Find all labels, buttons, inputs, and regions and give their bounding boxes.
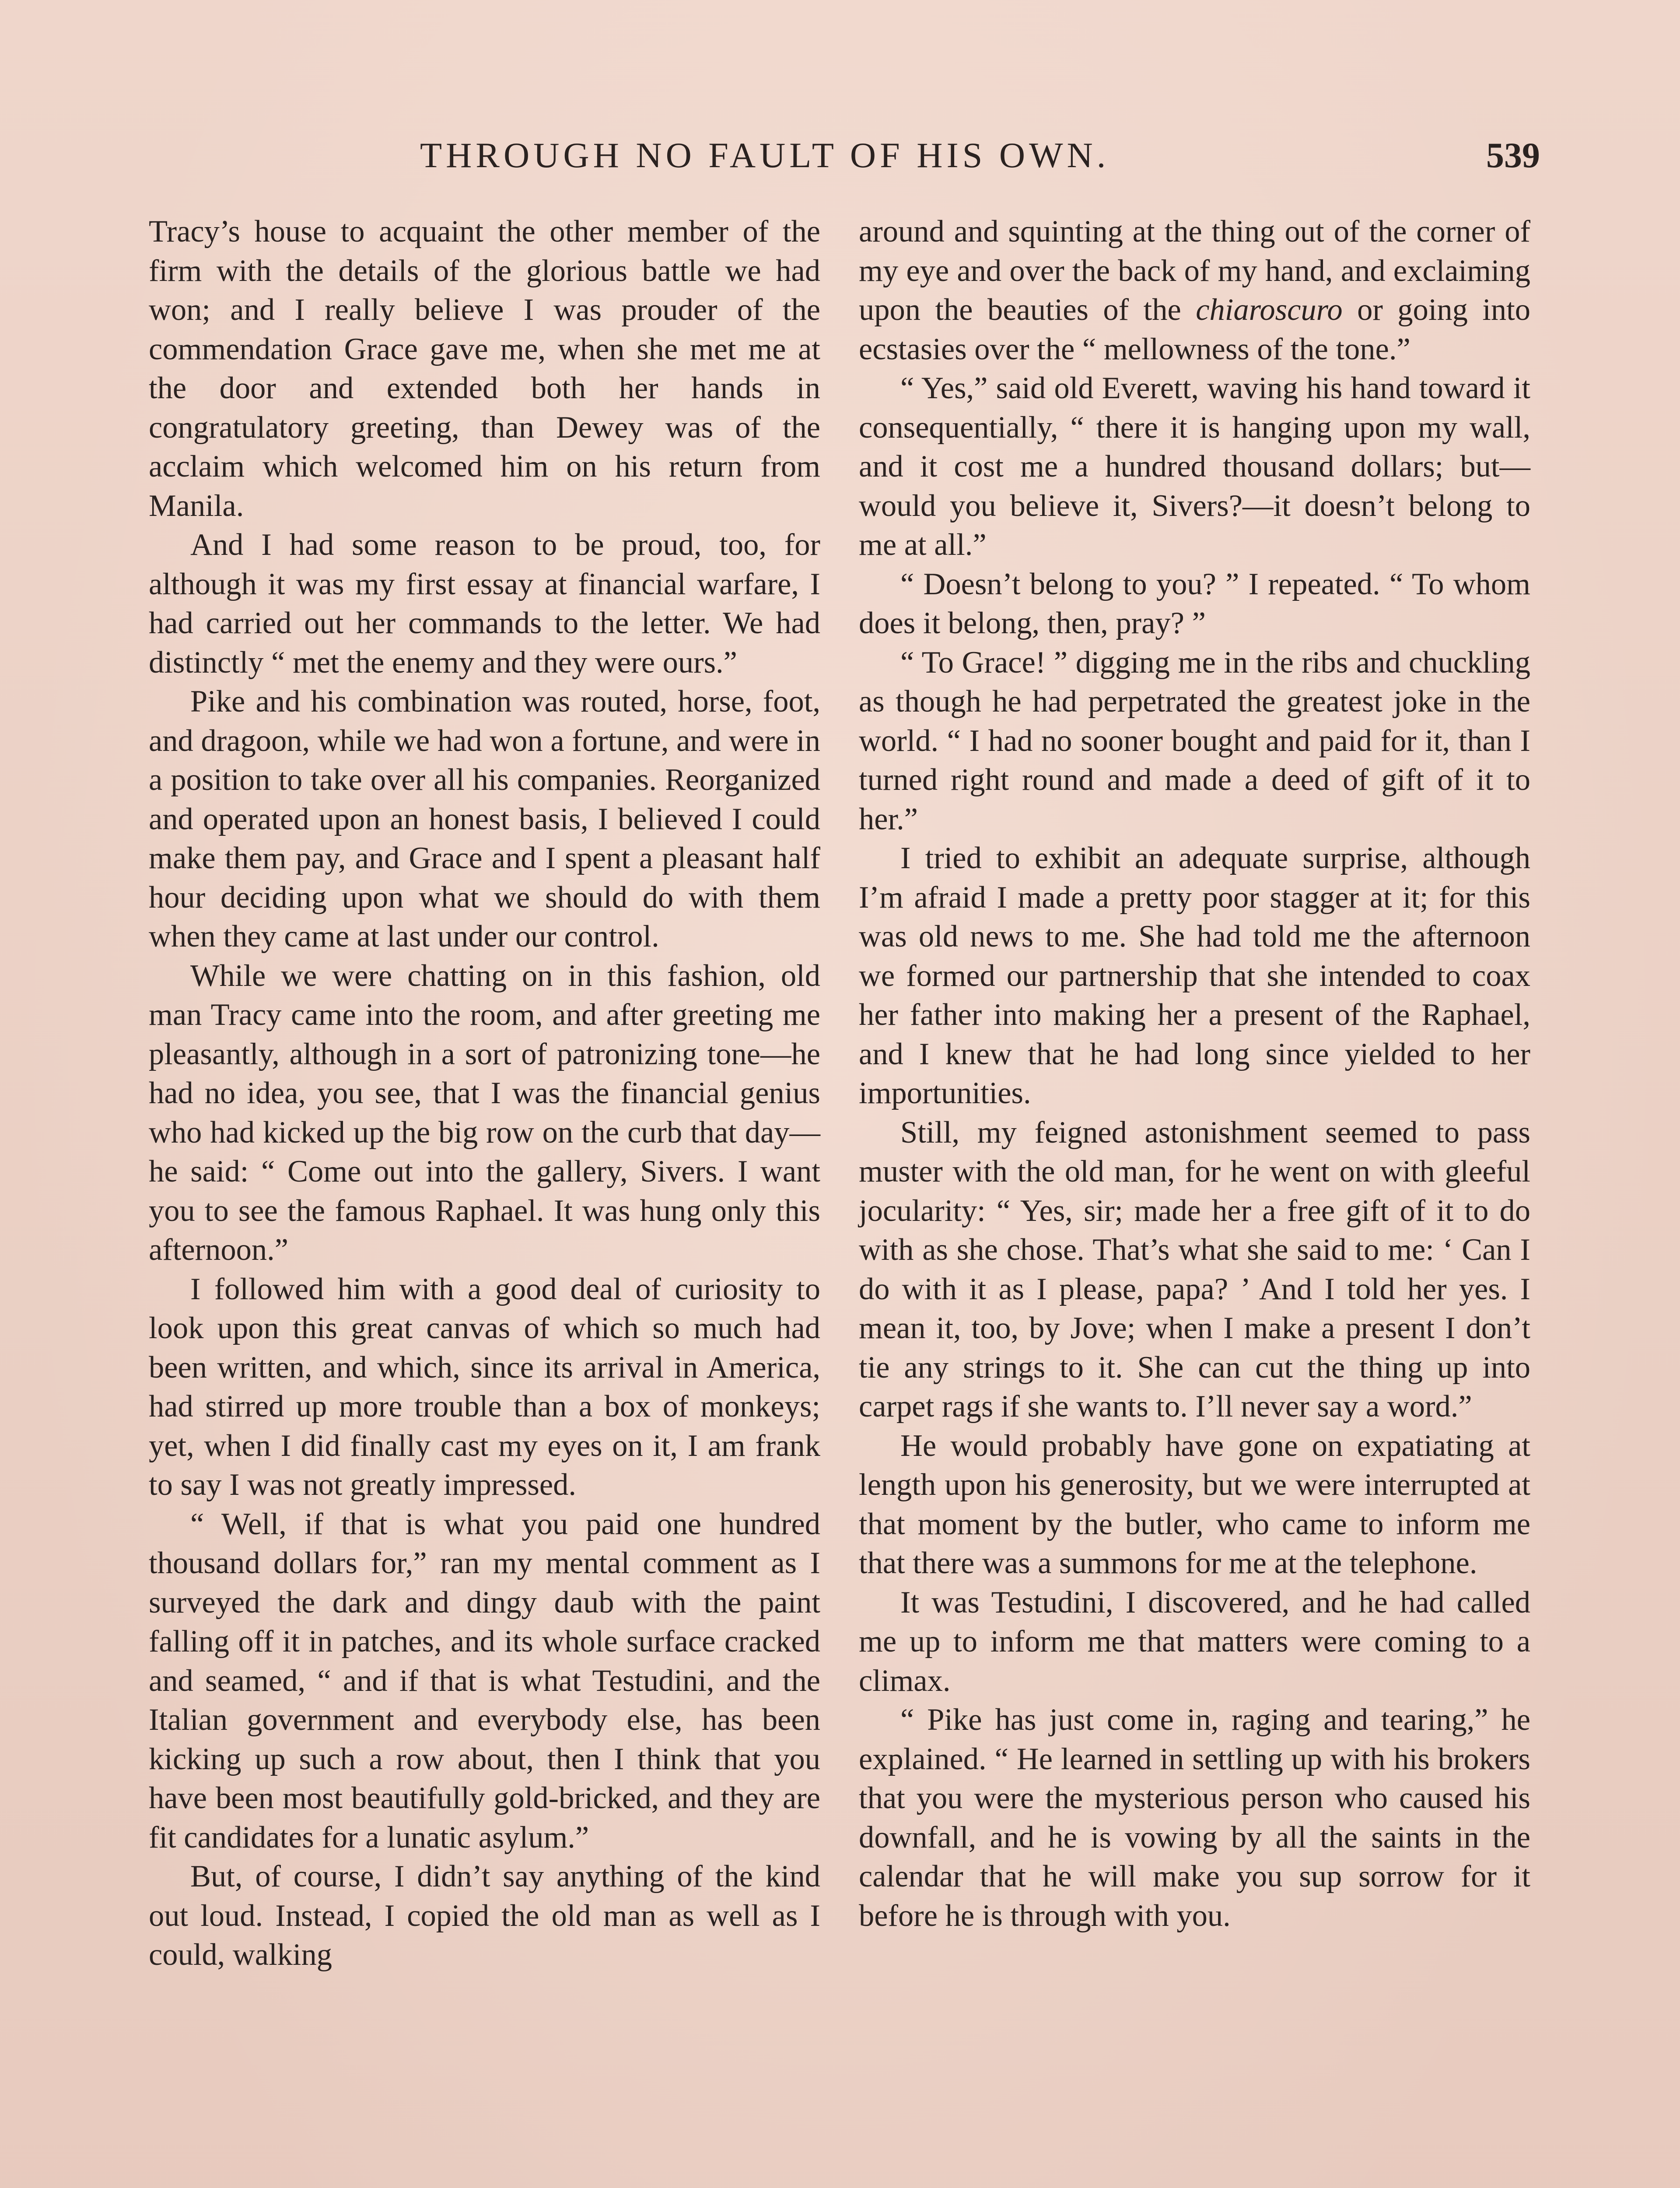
- paragraph: “ Well, if that is what you paid one hundred thousand dollars for,” ran my mental comment as I surveyed the dark and dingy daub with the paint falling off it in patches, and its whole surface cracked and seamed, “ and if that is what Testudini, and the Italian government and everybody else, has been kicking up such a row about, then I think that you have been most beautifully gold-bricked, and they are fit candidates for a lunatic asylum.”: [149, 1507, 820, 1855]
- paragraph: Tracy’s house to acquaint the other member of the firm with the details of the glorious battle we had won; and I really believe I was prouder of the commendation Grace gave me, when she met me at the door and extended both her hands in congratulatory greeting, than Dewey was of the acclaim which welcomed him on his return from Manila.: [149, 214, 820, 523]
- left-column: [149, 212, 820, 1975]
- page-header: [144, 131, 1540, 179]
- paragraph: Pike and his combination was routed, horse, foot, and dragoon, while we had won a fortune, and were in a position to take over all his companies. Reorganized and operated upon an honest basis, I believed I could make them pay, and Grace and I spent a pleasant half hour deciding upon what we should do with them when they came at last under our control.: [149, 684, 820, 954]
- paragraph: Still, my feigned astonishment seemed to pass muster with the old man, for he went on with gleeful jocularity: “ Yes, sir; made her a free gift of it to do with as she chose. That’s what she said to me: ‘ Can I do with it as I please, papa? ’ And I told her yes. I mean it, too, by Jove; when I make a present I don’t tie any strings to it. She can cut the thing up into carpet rags if she wants to. I’ll never say a word.”: [859, 1115, 1530, 1424]
- paragraph: He would probably have gone on expatiating at length upon his generosity, but we were interrupted at that moment by the butler, who came to inform me that there was a summons for me at the telephone.: [859, 1428, 1530, 1580]
- paragraph: It was Testudini, I discovered, and he had called me up to inform me that matters were coming to a climax.: [859, 1585, 1530, 1698]
- paragraph: “ Yes,” said old Everett, waving his hand toward it consequentially, “ there it is hanging upon my wall, and it cost me a hundred thousand dollars; but—would you believe it, Sivers?—it doesn’t belong to me at all.”: [859, 371, 1530, 562]
- paragraph: I followed him with a good deal of curiosity to look upon this great canvas of which so much had been written, and which, since its arrival in America, had stirred up more trouble than a box of monkeys; yet, when I did finally cast my eyes on it, I am frank to say I was not greatly impressed.: [149, 1272, 820, 1502]
- italic-term: chiaroscuro: [1196, 293, 1343, 327]
- paragraph-text: around and squinting at the thing out of the corner of my eye and over the back of my hand, and exclaiming upon the beauties of the: [859, 214, 1530, 327]
- paragraph-text: or going into ecstasies over the “ mellowness of the tone.”: [859, 293, 1531, 366]
- paragraph: “ Pike has just come in, raging and tearing,” he explained. “ He learned in settling up with his brokers that you were the mysterious person who caused his downfall, and he is vowing by all the saints in the calendar that he will make you sup sorrow for it before he is through with you.: [859, 1703, 1530, 1933]
- paragraph: I tried to exhibit an adequate surprise, although I’m afraid I made a pretty poor stagger at it; for this was old news to me. She had told me the afternoon we formed our partnership that she intended to coax her father into making her a present of the Raphael, and I knew that he had long since yielded to her importunities.: [859, 841, 1530, 1110]
- paragraph: “ To Grace! ” digging me in the ribs and chuckling as though he had perpetrated the greatest joke in the world. “ I had no sooner bought and paid for it, than I turned right round and made a deed of gift of it to her.”: [859, 645, 1530, 836]
- running-head: THROUGH NO FAULT OF HIS OWN.: [420, 135, 1110, 175]
- page-number: 539: [1486, 135, 1540, 175]
- paragraph: And I had some reason to be proud, too, for although it was my first essay at financial warfare, I had carried out her commands to the letter. We had distinctly “ met the enemy and they were ours.”: [149, 528, 820, 680]
- paragraph: While we were chatting on in this fashion, old man Tracy came into the room, and after greeting me pleasantly, although in a sort of patronizing tone—he had no idea, you see, that I was the financial genius who had kicked up the big row on the curb that day—he said: “ Come out into the gallery, Sivers. I want you to see the famous Raphael. It was hung only this afternoon.”: [149, 958, 820, 1267]
- right-column: [859, 212, 1530, 1936]
- paragraph: [859, 212, 1530, 369]
- paragraph: But, of course, I didn’t say anything of the kind out loud. Instead, I copied the old man as well as I could, walking: [149, 1859, 820, 1972]
- paragraph: “ Doesn’t belong to you? ” I repeated. “ To whom does it belong, then, pray? ”: [859, 567, 1530, 640]
